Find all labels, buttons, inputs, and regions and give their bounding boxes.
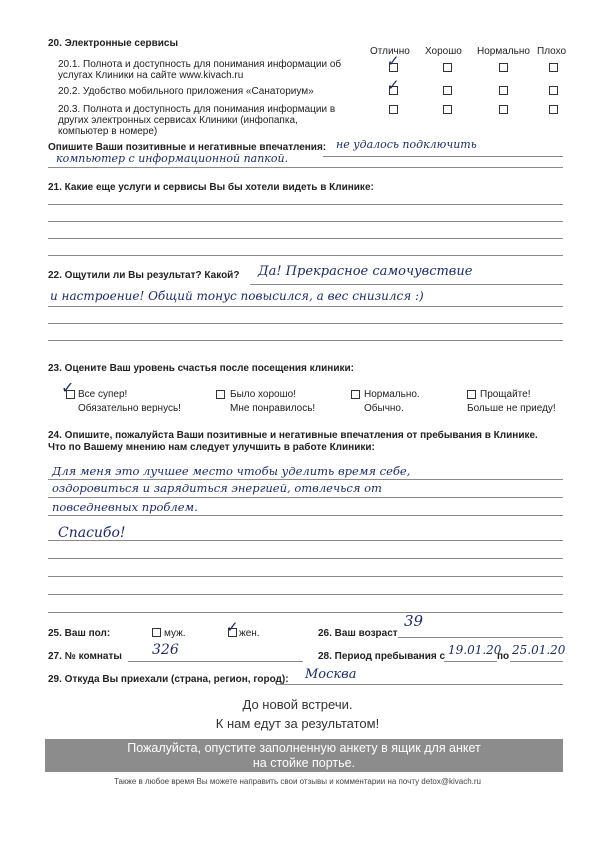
col-normal: Нормально: [477, 46, 530, 57]
footer-line-2: К нам едут за результатом!: [215, 716, 380, 731]
q20-3-normal-checkbox[interactable]: [499, 105, 508, 114]
checkmark-icon: ✓: [61, 378, 75, 397]
col-good: Хорошо: [425, 46, 462, 57]
q28-to-value: 25.01.20: [512, 643, 566, 657]
q23-option-1-title: Все супер!: [78, 389, 128, 400]
q24-hand-1: Для меня это лучшее место чтобы уделить время себе,: [52, 464, 411, 478]
q28-to-label: по: [497, 651, 510, 662]
q24-title-1: 24. Опишите, пожалуйста Ваши позитивные и негативные впечатления от пребывания в Клинике.: [48, 430, 538, 441]
q20-impressions-hand-1: не удалось подключить: [336, 138, 477, 151]
q23-title: 23. Оцените Ваш уровень счастья после посещения клиники:: [48, 363, 354, 374]
q23-option-2-title: Было хорошо!: [230, 389, 296, 400]
q24-title-2: Что по Вашему мнению нам следует улучшить в работе Клиники:: [48, 442, 375, 453]
q20-1-good-checkbox[interactable]: [443, 63, 452, 72]
footer-banner: [45, 739, 563, 772]
q20-3-good-checkbox[interactable]: [443, 105, 452, 114]
q29-city-value: Москва: [305, 667, 357, 682]
q23-bye-checkbox[interactable]: [467, 390, 476, 399]
footer-banner-line-2: на стойке портье.: [252, 756, 356, 770]
footer-note: Также в любое время Вы можете направить свои отзывы и комментарии на почту detox@kivach.ru: [113, 777, 482, 786]
male-label: муж.: [164, 628, 186, 639]
q29-label: 29. Откуда Вы приехали (страна, регион, город):: [48, 674, 289, 685]
q26-age-value: 39: [404, 612, 424, 630]
q24-hand-3: повседневных проблем.: [52, 500, 198, 514]
q20-3-label: 20.3. Полнота и доступность для понимания информации в других электронных сервисах Клиники (инфопапка, компьютер в номере): [58, 104, 336, 137]
q22-hand-2: и настроение! Общий тонус повысился, а вес снизился :): [50, 289, 424, 303]
q20-2-normal-checkbox[interactable]: [499, 86, 508, 95]
checkmark-icon: ✓: [387, 76, 400, 94]
q23-good-checkbox[interactable]: [216, 390, 225, 399]
q20-2-good-checkbox[interactable]: [443, 86, 452, 95]
checkmark-icon: ✓: [226, 618, 239, 636]
q20-impressions-hand-2: компьютер с информационной папкой.: [56, 152, 289, 165]
male-checkbox[interactable]: [152, 628, 161, 637]
q23-option-1-subtitle: Обязательно вернусь!: [78, 403, 181, 414]
q20-3-bad-checkbox[interactable]: [549, 105, 558, 114]
q23-option-3-title: Нормально.: [364, 389, 420, 400]
q23-option-2-subtitle: Мне понравилось!: [230, 403, 316, 414]
col-excellent: Отлично: [370, 46, 410, 57]
q21-title: 21. Какие еще услуги и сервисы Вы бы хотели видеть в Клинике:: [48, 182, 374, 193]
q20-2-label: 20.2. Удобство мобильного приложения «Санаториум»: [58, 86, 314, 97]
footer-line-1: До новой встречи.: [242, 697, 353, 712]
q23-option-4-subtitle: Больше не приеду!: [467, 403, 556, 414]
q24-hand-4: Спасибо!: [58, 525, 126, 541]
q20-2-bad-checkbox[interactable]: [549, 86, 558, 95]
q27-room-value: 326: [152, 642, 179, 658]
q20-title: 20. Электронные сервисы: [48, 38, 179, 49]
q20-1-label: 20.1. Полнота и доступность для понимания информации об услугах Клиники на сайте www.kivach.ru: [58, 59, 342, 81]
q20-1-bad-checkbox[interactable]: [549, 63, 558, 72]
q20-1-normal-checkbox[interactable]: [499, 63, 508, 72]
q28-from-value: 19.01.20: [448, 643, 502, 657]
q23-option-4-title: Прощайте!: [480, 389, 531, 400]
q20-3-excellent-checkbox[interactable]: [389, 105, 398, 114]
q22-title: 22. Ощутили ли Вы результат? Какой?: [48, 270, 240, 281]
checkmark-icon: ✓: [387, 52, 400, 70]
q23-normal-checkbox[interactable]: [351, 390, 360, 399]
col-bad: Плохо: [537, 46, 567, 57]
footer-banner-line-1: Пожалуйста, опустите заполненную анкету в ящик для анкет: [127, 741, 481, 755]
q20-impressions-label: Опишите Ваши позитивные и негативные впечатления:: [48, 142, 327, 153]
q26-label: 26. Ваш возраст: [318, 628, 398, 639]
female-label: жен.: [239, 628, 260, 639]
q28-label: 28. Период пребывания с: [318, 651, 446, 662]
q27-label: 27. № комнаты: [48, 651, 122, 662]
q24-hand-2: оздоровиться и зарядиться энергией, отвлечься от: [52, 481, 382, 495]
q22-hand-1: Да! Прекрасное самочувствие: [258, 264, 473, 279]
q25-label: 25. Ваш пол:: [48, 628, 111, 639]
q23-option-3-subtitle: Обычно.: [364, 403, 404, 414]
